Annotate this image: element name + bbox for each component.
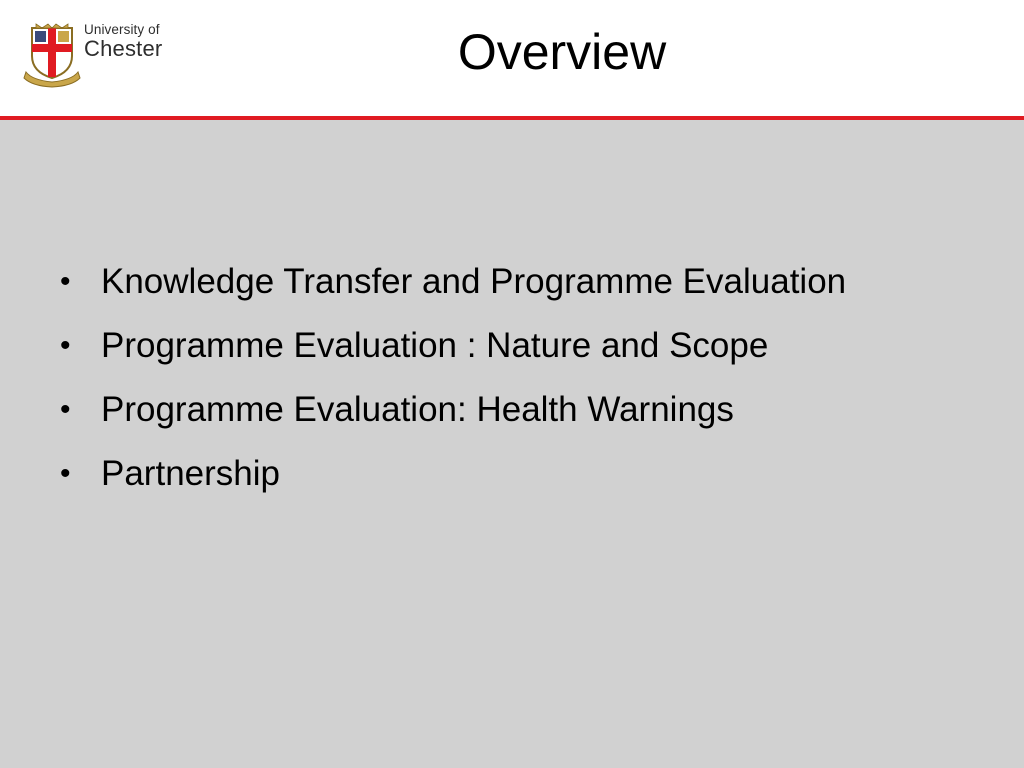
bullet-icon: • (60, 265, 71, 298)
logo-wordmark (84, 22, 162, 60)
bullet-text: Programme Evaluation: Health Warnings (101, 390, 734, 429)
header-divider (0, 116, 1024, 120)
university-crest-icon (22, 22, 82, 88)
university-logo (22, 22, 182, 88)
logo-line-1: University of (84, 22, 160, 37)
bullet-text: Knowledge Transfer and Programme Evaluation (101, 262, 847, 301)
list-item (58, 319, 938, 373)
bullet-list (58, 255, 938, 511)
logo-line-2: Chester (84, 35, 163, 61)
list-item (58, 383, 938, 437)
bullet-icon: • (60, 329, 71, 362)
bullet-icon: • (60, 457, 71, 490)
list-item (58, 447, 938, 501)
bullet-text: Partnership (101, 454, 280, 493)
list-item (58, 255, 938, 309)
bullet-text: Programme Evaluation : Nature and Scope (101, 326, 769, 365)
slide-header (0, 0, 1024, 116)
page-title: Overview (457, 24, 667, 80)
bullet-icon: • (60, 393, 71, 426)
